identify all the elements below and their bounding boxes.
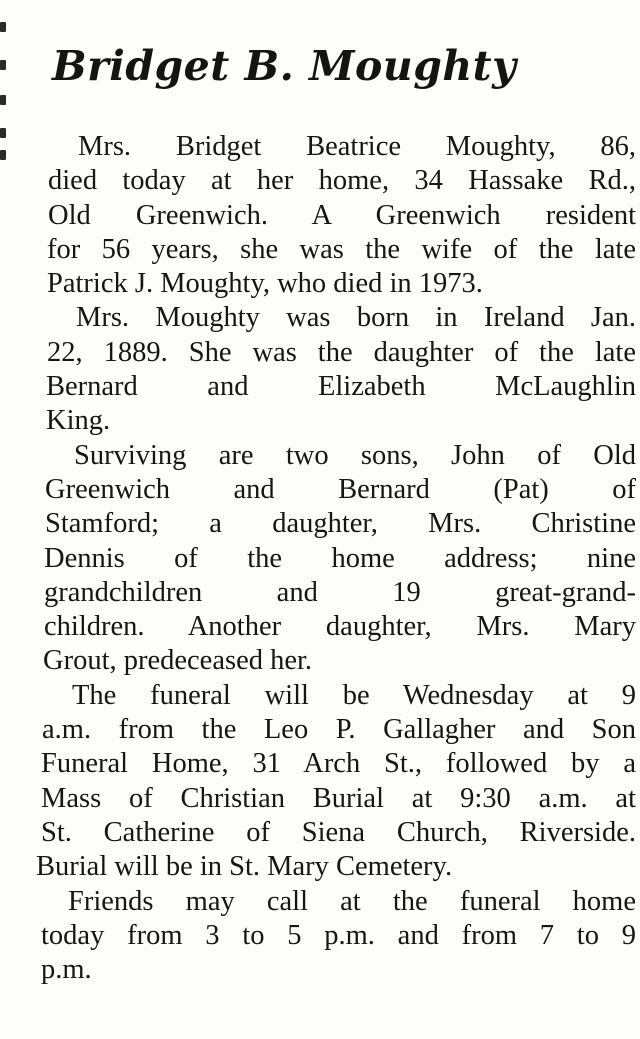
text-line: Friends may call at the funeral home [68, 885, 636, 917]
text-line: King. [46, 405, 111, 437]
obituary-body [34, 130, 636, 987]
text-line: Greenwich and Bernard (Pat) of [45, 473, 636, 505]
text-line: Dennis of the home address; nine [44, 542, 636, 574]
text-line: children. Another daughter, Mrs. Mary [44, 611, 636, 643]
text-line: Mrs. Moughty was born in Ireland Jan. [76, 302, 636, 334]
text-line: a.m. from the Leo P. Gallagher and Son [42, 714, 636, 746]
text-line: The funeral will be Wednesday at 9 [72, 679, 636, 711]
text-line: Grout, predeceased her. [43, 645, 313, 677]
text-line: Mass of Christian Burial at 9:30 a.m. at [41, 782, 636, 814]
text-line: today from 3 to 5 p.m. and from 7 to 9 [41, 919, 636, 951]
obituary-headline: Bridget B. Moughty [52, 42, 517, 90]
text-line: St. Catherine of Siena Church, Riverside. [41, 816, 636, 848]
text-line: Old Greenwich. A Greenwich resident [48, 199, 636, 231]
text-line: Surviving are two sons, John of Old [74, 439, 636, 471]
adjacent-column-edge [0, 0, 10, 220]
text-line: Patrick J. Moughty, who died in 1973. [47, 268, 483, 300]
text-line: p.m. [41, 954, 92, 986]
text-line: for 56 years, she was the wife of the late [47, 233, 636, 265]
text-line: Stamford; a daughter, Mrs. Christine [45, 508, 636, 540]
text-line: Burial will be in St. Mary Cemetery. [36, 851, 453, 883]
text-line: grandchildren and 19 great-grand- [44, 576, 636, 608]
text-line: Funeral Home, 31 Arch St., followed by a [41, 748, 636, 780]
text-line: died today at her home, 34 Hassake Rd., [48, 165, 636, 197]
text-line: 22, 1889. She was the daughter of the late [47, 336, 636, 368]
text-line: Mrs. Bridget Beatrice Moughty, 86, [78, 131, 636, 162]
text-line: Bernard and Elizabeth McLaughlin [46, 371, 636, 403]
